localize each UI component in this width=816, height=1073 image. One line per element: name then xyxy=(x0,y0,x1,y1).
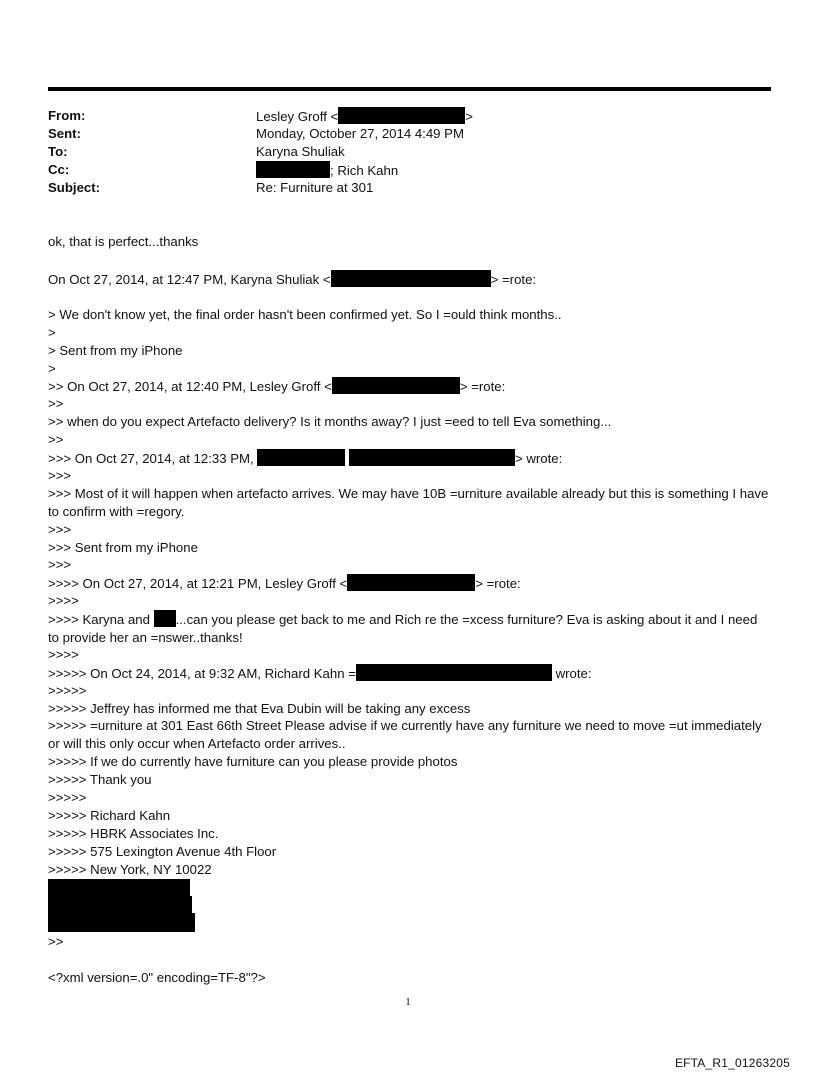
quote-header-line xyxy=(48,574,770,593)
body-line: >> when do you expect Artefacto delivery? Is it months away? I just =eed to tell Eva something... xyxy=(48,414,612,429)
quote-header-line xyxy=(48,377,770,396)
body-line: >>>>> 575 Lexington Avenue 4th Floor xyxy=(48,844,277,859)
redaction xyxy=(356,664,552,681)
subject-value: Re: Furniture at 301 xyxy=(256,180,374,195)
xml-line: <?xml version=.0" encoding=TF-8"?> xyxy=(48,970,266,985)
redaction xyxy=(349,449,515,466)
body-line xyxy=(48,610,770,647)
body-line: > xyxy=(48,325,56,340)
quote-header-tail: > =rote: xyxy=(475,576,521,591)
body-line: >>>>> xyxy=(48,683,87,698)
body-line: >>>> xyxy=(48,593,79,608)
quote-header-tail: > =rote: xyxy=(459,379,506,394)
from-row xyxy=(48,107,768,125)
quote-header-text: >> On Oct 27, 2014, at 12:40 PM, Lesley Groff < xyxy=(48,379,332,394)
body-line: >>> xyxy=(48,468,72,483)
body-line: > Sent from my iPhone xyxy=(48,343,183,358)
body-line: >>>> xyxy=(48,647,79,662)
cc-label: Cc: xyxy=(48,162,70,177)
sent-label: Sent: xyxy=(48,126,81,141)
to-value: Karyna Shuliak xyxy=(256,144,345,159)
quote-header-text: On Oct 27, 2014, at 12:47 PM, Karyna Shuliak < xyxy=(48,272,331,287)
cc-value xyxy=(256,161,398,180)
reply-text: ok, that is perfect...thanks xyxy=(48,234,199,249)
body-text: >>>> Karyna and xyxy=(48,612,150,627)
quote-header-line xyxy=(48,664,770,683)
redaction xyxy=(48,913,195,932)
body-line: >> xyxy=(48,934,64,949)
to-label: To: xyxy=(48,144,68,159)
quote-header-text: >>> On Oct 27, 2014, at 12:33 PM, xyxy=(48,451,254,466)
redaction xyxy=(347,574,475,591)
from-close: > xyxy=(465,109,473,124)
sent-row xyxy=(48,125,768,143)
body-line: >>> xyxy=(48,522,72,537)
body-line: >>>>> New York, NY 10022 xyxy=(48,862,212,877)
sent-value: Monday, October 27, 2014 4:49 PM xyxy=(256,126,464,141)
quote-header-tail: > =rote: xyxy=(490,272,537,287)
to-row xyxy=(48,143,768,161)
cc-text: ; Rich Kahn xyxy=(330,163,399,178)
body-line: >>>>> If we do currently have furniture can you please provide photos xyxy=(48,754,458,769)
quote-header-line xyxy=(48,270,770,289)
header-rule xyxy=(48,87,771,91)
body-line: >>>>> xyxy=(48,790,87,805)
quote-header-text: >>>> On Oct 27, 2014, at 12:21 PM, Lesley Groff < xyxy=(48,576,348,591)
body-line: >>>>> Jeffrey has informed me that Eva Dubin will be taking any excess xyxy=(48,701,471,716)
document-id: EFTA_R1_01263205 xyxy=(674,1056,790,1070)
body-line: >>>>> Richard Kahn xyxy=(48,808,171,823)
quote-header-text: >>>>> On Oct 24, 2014, at 9:32 AM, Richard Kahn = xyxy=(48,666,356,681)
body-line: >> xyxy=(48,396,64,411)
body-text: ...can you please get back to me and Rich re the =xcess furniture? Eva is asking about it and I need to provide her an =nswer..thanks! xyxy=(48,612,758,645)
body-line: >>> Sent from my iPhone xyxy=(48,540,198,555)
subject-label: Subject: xyxy=(48,180,101,195)
redaction xyxy=(332,377,460,394)
body-line: >> xyxy=(48,432,64,447)
cc-row xyxy=(48,161,768,179)
body-line: >>>>> =urniture at 301 East 66th Street Please advise if we currently have any furniture we need to move =ut immediately or will this only occur when Artefacto order arrives.. xyxy=(48,718,762,751)
from-value xyxy=(256,107,473,126)
redaction xyxy=(154,610,176,627)
body-line: >>>>> HBRK Associates Inc. xyxy=(48,826,219,841)
redaction xyxy=(257,449,345,466)
redaction xyxy=(256,161,330,178)
body-line: >>> Most of it will happen when artefacto arrives. We may have 10B =urniture available already but this is something I have to confirm with =regory. xyxy=(48,486,769,519)
body-line: >>> xyxy=(48,557,72,572)
quote-header-tail: wrote: xyxy=(555,666,592,681)
body-line: > xyxy=(48,361,56,376)
subject-row xyxy=(48,179,768,197)
redaction xyxy=(338,107,465,124)
quote-header-tail: > wrote: xyxy=(514,451,563,466)
from-name: Lesley Groff < xyxy=(256,109,339,124)
quote-header-line xyxy=(48,449,770,468)
from-label: From: xyxy=(48,108,86,123)
body-line: >>>>> Thank you xyxy=(48,772,152,787)
page-number: 1 xyxy=(405,996,411,1008)
redaction xyxy=(331,270,491,287)
body-line: > We don't know yet, the final order hasn't been confirmed yet. So I =ould think months.. xyxy=(48,307,562,322)
